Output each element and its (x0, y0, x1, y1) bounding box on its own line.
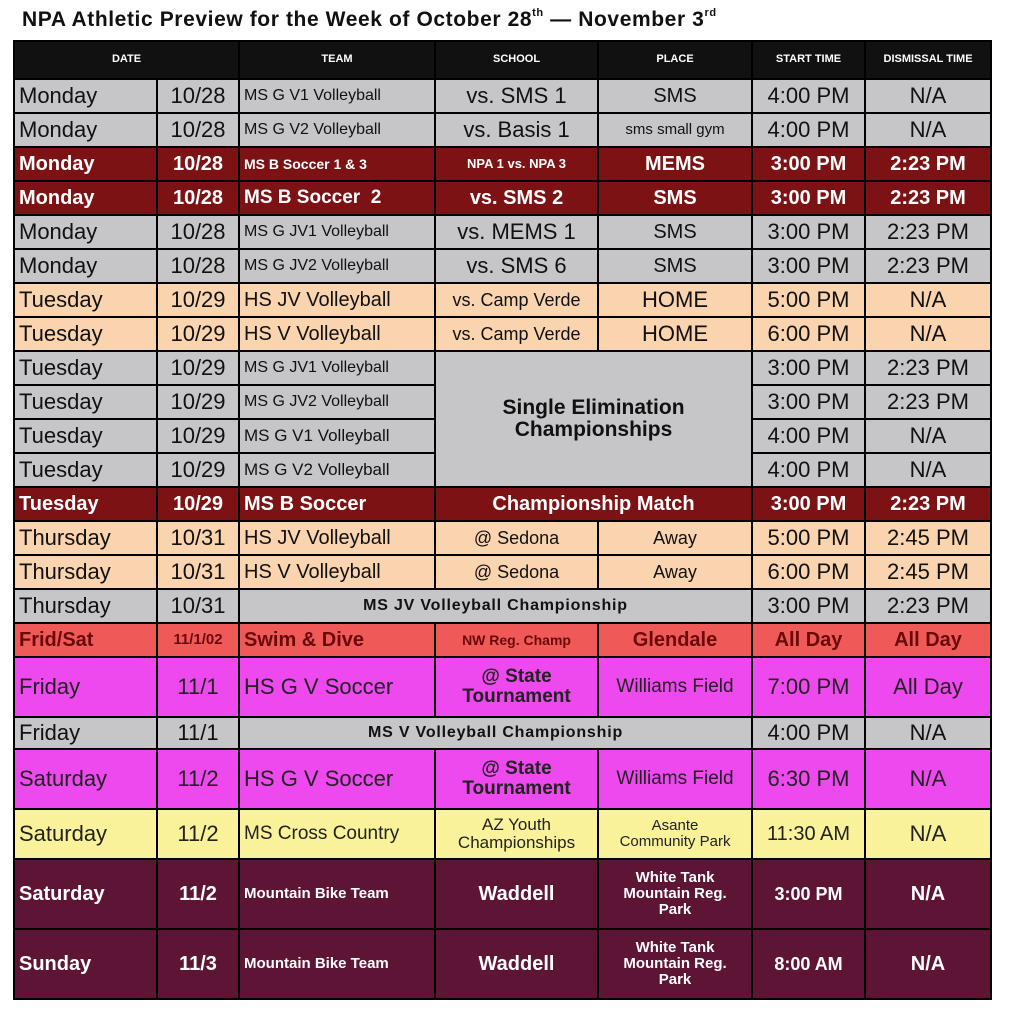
date-cell: 10/31 (157, 521, 239, 555)
date-cell: 10/28 (157, 113, 239, 147)
dismissal-time-cell: 2:45 PM (865, 521, 991, 555)
start-time-cell: 4:00 PM (752, 717, 865, 749)
day-cell: Sunday (14, 929, 157, 999)
dismissal-time-cell: N/A (865, 749, 991, 809)
place-cell (598, 859, 752, 929)
dismissal-time-cell: N/A (865, 453, 991, 487)
header-team: TEAM (239, 41, 435, 79)
day-cell: Frid/Sat (14, 623, 157, 657)
table-row (14, 79, 991, 113)
date-cell: 10/29 (157, 419, 239, 453)
school-cell: NPA 1 vs. NPA 3 (435, 147, 598, 181)
table-row (14, 929, 991, 999)
day-cell: Tuesday (14, 317, 157, 351)
date-cell: 10/28 (157, 79, 239, 113)
school-cell (435, 657, 598, 717)
header-school: SCHOOL (435, 41, 598, 79)
start-time-cell: 11:30 AM (752, 809, 865, 859)
table-row (14, 859, 991, 929)
place-line-2: Mountain Reg. (623, 885, 727, 903)
place-line-1: White Tank (635, 939, 715, 957)
place-line-1: Asante (651, 817, 699, 835)
team-cell: MS G V2 Volleyball (239, 113, 435, 147)
dismissal-time-cell: 2:23 PM (865, 589, 991, 623)
start-time-cell: 5:00 PM (752, 521, 865, 555)
team-cell: MS G V2 Volleyball (239, 453, 435, 487)
table-row (14, 249, 991, 283)
place-line-2: Mountain Reg. (623, 955, 727, 973)
team-cell: MS G JV2 Volleyball (239, 249, 435, 283)
dismissal-time-cell: 2:23 PM (865, 249, 991, 283)
dismissal-time-cell: All Day (865, 657, 991, 717)
team-cell: MS V Volleyball Championship (239, 717, 752, 749)
table-row (14, 215, 991, 249)
start-time-cell: 4:00 PM (752, 453, 865, 487)
day-cell: Saturday (14, 859, 157, 929)
school-cell: NW Reg. Champ (435, 623, 598, 657)
day-cell: Saturday (14, 809, 157, 859)
place-line-3: Park (658, 900, 692, 918)
day-cell: Thursday (14, 521, 157, 555)
table-row (14, 113, 991, 147)
day-cell: Thursday (14, 589, 157, 623)
table-row (14, 521, 991, 555)
date-cell: 10/28 (157, 147, 239, 181)
table-row (14, 589, 991, 623)
date-cell: 10/28 (157, 215, 239, 249)
championship-line-2: Championships (514, 418, 673, 441)
table-row (14, 717, 991, 749)
school-cell: Waddell (435, 929, 598, 999)
table-row (14, 657, 991, 717)
place-cell: HOME (598, 317, 752, 351)
dismissal-time-cell: N/A (865, 859, 991, 929)
team-cell: MS G V1 Volleyball (239, 79, 435, 113)
start-time-cell: 3:00 PM (752, 589, 865, 623)
day-cell: Tuesday (14, 419, 157, 453)
school-cell: @ Sedona (435, 521, 598, 555)
place-cell: SMS (598, 249, 752, 283)
dismissal-time-cell: 2:23 PM (865, 385, 991, 419)
team-cell: MS Cross Country (239, 809, 435, 859)
place-cell: Williams Field (598, 657, 752, 717)
school-cell: Championship Match (435, 487, 752, 521)
start-time-cell: 3:00 PM (752, 215, 865, 249)
place-line-2: Community Park (619, 833, 731, 850)
start-time-cell: 3:00 PM (752, 147, 865, 181)
date-cell: 11/1/02 (157, 623, 239, 657)
school-cell: @ Sedona (435, 555, 598, 589)
place-cell: HOME (598, 283, 752, 317)
day-cell: Thursday (14, 555, 157, 589)
place-cell (598, 809, 752, 859)
schedule-table (13, 40, 992, 1000)
dismissal-time-cell: N/A (865, 317, 991, 351)
table-row (14, 181, 991, 215)
day-cell: Tuesday (14, 283, 157, 317)
day-cell: Friday (14, 717, 157, 749)
school-cell: vs. MEMS 1 (435, 215, 598, 249)
date-cell: 10/29 (157, 317, 239, 351)
start-time-cell: 4:00 PM (752, 79, 865, 113)
team-cell: MS B Soccer (239, 487, 435, 521)
start-time-cell: 7:00 PM (752, 657, 865, 717)
date-cell: 10/29 (157, 453, 239, 487)
place-cell (598, 929, 752, 999)
dismissal-time-cell: 2:23 PM (865, 215, 991, 249)
team-cell: HS V Volleyball (239, 317, 435, 351)
header-start-time: START TIME (752, 41, 865, 79)
dismissal-time-cell: 2:23 PM (865, 147, 991, 181)
school-cell: vs. SMS 6 (435, 249, 598, 283)
start-time-cell: 8:00 AM (752, 929, 865, 999)
school-line-1: AZ Youth (482, 815, 552, 835)
table-row (14, 147, 991, 181)
place-cell: Williams Field (598, 749, 752, 809)
place-cell: SMS (598, 215, 752, 249)
school-line-2: Tournament (462, 778, 571, 799)
start-time-cell: 5:00 PM (752, 283, 865, 317)
place-cell: sms small gym (598, 113, 752, 147)
school-cell (435, 809, 598, 859)
date-cell: 11/3 (157, 929, 239, 999)
day-cell: Monday (14, 181, 157, 215)
start-time-cell: 4:00 PM (752, 419, 865, 453)
header-dismissal-time: DISMISSAL TIME (865, 41, 991, 79)
dismissal-time-cell: 2:23 PM (865, 351, 991, 385)
start-time-cell: 6:00 PM (752, 555, 865, 589)
school-cell: vs. Camp Verde (435, 317, 598, 351)
day-cell: Tuesday (14, 487, 157, 521)
date-cell: 11/2 (157, 809, 239, 859)
championship-line-1: Single Elimination (502, 395, 685, 419)
day-cell: Monday (14, 147, 157, 181)
place-cell: Away (598, 521, 752, 555)
day-cell: Tuesday (14, 385, 157, 419)
team-cell: Swim & Dive (239, 623, 435, 657)
start-time-cell: 3:00 PM (752, 249, 865, 283)
place-cell: Glendale (598, 623, 752, 657)
team-cell: MS G JV2 Volleyball (239, 385, 435, 419)
team-cell: HS G V Soccer (239, 749, 435, 809)
place-cell: SMS (598, 181, 752, 215)
date-cell: 10/29 (157, 351, 239, 385)
day-cell: Tuesday (14, 453, 157, 487)
start-time-cell: 3:00 PM (752, 351, 865, 385)
dismissal-time-cell: N/A (865, 113, 991, 147)
place-cell: SMS (598, 79, 752, 113)
dismissal-time-cell: N/A (865, 929, 991, 999)
table-row (14, 623, 991, 657)
team-cell: Mountain Bike Team (239, 929, 435, 999)
date-cell: 11/1 (157, 657, 239, 717)
team-cell: MS G V1 Volleyball (239, 419, 435, 453)
table-row (14, 749, 991, 809)
start-time-cell: 3:00 PM (752, 385, 865, 419)
date-cell: 10/29 (157, 385, 239, 419)
dismissal-time-cell: N/A (865, 283, 991, 317)
day-cell: Monday (14, 79, 157, 113)
place-cell: Away (598, 555, 752, 589)
championship-merged-cell (435, 351, 752, 487)
start-time-cell: 3:00 PM (752, 487, 865, 521)
date-cell: 10/31 (157, 589, 239, 623)
schedule-container (13, 40, 990, 1000)
day-cell: Monday (14, 113, 157, 147)
start-time-cell: All Day (752, 623, 865, 657)
school-cell: Waddell (435, 859, 598, 929)
place-line-3: Park (658, 970, 692, 988)
date-cell: 10/28 (157, 181, 239, 215)
place-line-1: White Tank (635, 869, 715, 887)
dismissal-time-cell: N/A (865, 717, 991, 749)
dismissal-time-cell: N/A (865, 809, 991, 859)
school-cell: vs. SMS 2 (435, 181, 598, 215)
start-time-cell: 3:00 PM (752, 859, 865, 929)
team-cell: MS G JV1 Volleyball (239, 215, 435, 249)
date-cell: 11/2 (157, 749, 239, 809)
school-cell (435, 749, 598, 809)
table-row (14, 351, 991, 385)
team-cell: Mountain Bike Team (239, 859, 435, 929)
team-cell: HS V Volleyball (239, 555, 435, 589)
table-row (14, 317, 991, 351)
table-row (14, 487, 991, 521)
start-time-cell: 4:00 PM (752, 113, 865, 147)
day-cell: Monday (14, 215, 157, 249)
header-date: DATE (14, 41, 239, 79)
team-cell: MS B Soccer 2 (239, 181, 435, 215)
dismissal-time-cell: N/A (865, 79, 991, 113)
school-cell: vs. Basis 1 (435, 113, 598, 147)
header-row (14, 41, 991, 79)
day-cell: Tuesday (14, 351, 157, 385)
dismissal-time-cell: All Day (865, 623, 991, 657)
school-line-2: Tournament (462, 686, 571, 707)
day-cell: Friday (14, 657, 157, 717)
day-cell: Saturday (14, 749, 157, 809)
team-cell: MS B Soccer 1 & 3 (239, 147, 435, 181)
school-line-1: @ State (481, 758, 552, 780)
dismissal-time-cell: 2:45 PM (865, 555, 991, 589)
school-cell: vs. SMS 1 (435, 79, 598, 113)
table-row (14, 809, 991, 859)
start-time-cell: 3:00 PM (752, 181, 865, 215)
page-title: NPA Athletic Preview for the Week of October 28th — November 3rd (22, 7, 717, 31)
start-time-cell: 6:30 PM (752, 749, 865, 809)
team-cell: HS G V Soccer (239, 657, 435, 717)
dismissal-time-cell: 2:23 PM (865, 181, 991, 215)
table-row (14, 283, 991, 317)
day-cell: Monday (14, 249, 157, 283)
school-cell: vs. Camp Verde (435, 283, 598, 317)
date-cell: 10/31 (157, 555, 239, 589)
team-cell: HS JV Volleyball (239, 521, 435, 555)
dismissal-time-cell: N/A (865, 419, 991, 453)
dismissal-time-cell: 2:23 PM (865, 487, 991, 521)
header-place: PLACE (598, 41, 752, 79)
place-cell: MEMS (598, 147, 752, 181)
school-line-1: @ State (481, 666, 552, 688)
date-cell: 10/28 (157, 249, 239, 283)
table-row (14, 555, 991, 589)
date-cell: 11/2 (157, 859, 239, 929)
date-cell: 10/29 (157, 283, 239, 317)
date-cell: 10/29 (157, 487, 239, 521)
start-time-cell: 6:00 PM (752, 317, 865, 351)
date-cell: 11/1 (157, 717, 239, 749)
team-cell: MS G JV1 Volleyball (239, 351, 435, 385)
team-cell: MS JV Volleyball Championship (239, 589, 752, 623)
school-line-2: Championships (457, 833, 576, 852)
team-cell: HS JV Volleyball (239, 283, 435, 317)
